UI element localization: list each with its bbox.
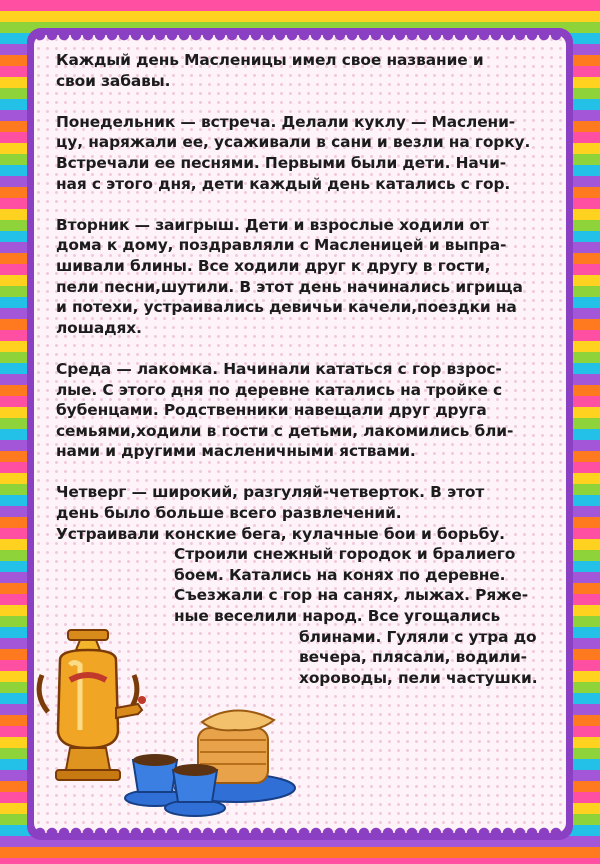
text-line: Четверг — широкий, разгуляй-четверток. В этот	[56, 483, 485, 502]
text-line: Среда — лакомка. Начинали кататься с гор взрос-	[56, 359, 502, 378]
text-line: дома к дому, поздравляли с Масленицей и выпра-	[56, 236, 507, 255]
text-line: блинами. Гуляли с утра до	[299, 627, 537, 646]
text-line: хороводы, пели частушки.	[299, 668, 538, 687]
text-line: Встречали ее песнями. Первыми были дети. Начи-	[56, 153, 507, 172]
text-line: день было больше всего развлечений.	[56, 504, 402, 523]
paragraph-monday	[56, 112, 566, 194]
samovar-icon	[39, 630, 146, 780]
scallop-bottom-border	[34, 823, 566, 833]
text-line: вечера, плясали, водили-	[299, 648, 527, 667]
scallop-top-border	[34, 35, 566, 45]
text-line: Каждый день Масленицы имел свое название и	[56, 51, 484, 69]
text-line: и потехи, устраивались девичьи качели,поездки на	[56, 298, 517, 317]
text-line: пели песни,шутили. В этот день начинались игрища	[56, 277, 523, 296]
paragraph-wednesday	[56, 359, 566, 462]
text-line: Вторник — заигрыш. Дети и взрослые ходили от	[56, 215, 489, 234]
text-line: ные веселили народ. Все угощались	[174, 607, 501, 626]
text-line: лошадях.	[56, 318, 142, 337]
text-line: семьями,ходили в гости с детьми, лакомились бли-	[56, 421, 514, 440]
text-line: шивали блины. Все ходили друг к другу в гости,	[56, 256, 491, 275]
paragraph-tuesday	[56, 215, 566, 339]
text-line: цу, наряжали ее, усаживали в сани и везли на горку.	[56, 133, 531, 152]
tea-illustration	[30, 620, 310, 820]
text-line: боем. Катались на конях по деревне.	[174, 565, 506, 584]
text-line: бубенцами. Родственники навещали друг друга	[56, 401, 487, 420]
text-line: нами и другими масленичными яствами.	[56, 442, 416, 461]
paragraph-intro	[56, 50, 566, 91]
text-line: Съезжали с гор на санях, лыжах. Ряже-	[174, 586, 528, 605]
poster-text	[56, 50, 566, 709]
text-line: лые. С этого дня по деревне катались на тройке с	[56, 380, 503, 399]
text-line: ная с этого дня, дети каждый день катались с гор.	[56, 174, 511, 193]
text-line: Устраивали конские бега, кулачные бои и борьбу.	[56, 524, 505, 543]
text-line: Строили снежный городок и бралиего	[174, 545, 516, 564]
text-line: свои забавы.	[56, 71, 171, 90]
text-line: Понедельник — встреча. Делали куклу — Маслени-	[56, 112, 516, 131]
